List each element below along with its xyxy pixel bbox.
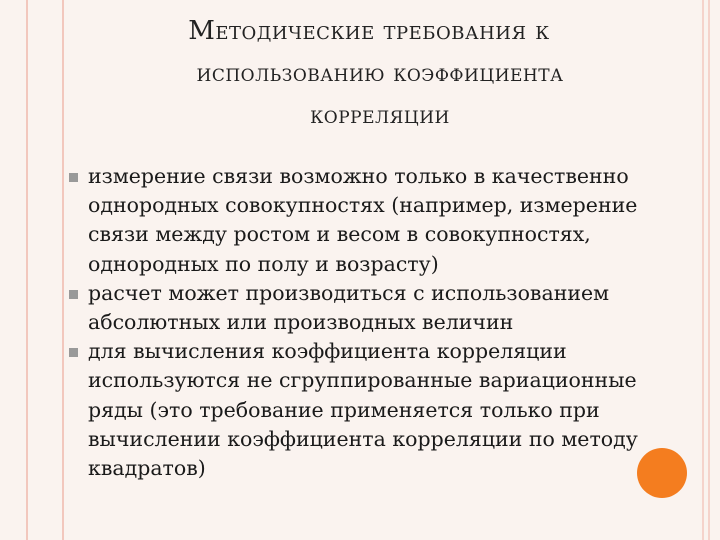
decorative-line-left	[26, 0, 28, 540]
bullet-square-icon	[69, 173, 78, 182]
slide-title	[100, 10, 660, 136]
decorative-line-right-inner	[702, 0, 704, 540]
slide-content	[76, 162, 676, 483]
bullet-text: измерение связи возможно только в качественно однородных совокупностях (например, измерение связи между ростом и весом в совокупностях, однородных по полу и возрасту)	[88, 164, 638, 276]
bullet-square-icon	[69, 290, 78, 299]
title-line-3: корреляции	[310, 101, 450, 129]
bullet-square-icon	[69, 348, 78, 357]
bullet-item	[76, 279, 676, 337]
decorative-line-left-inner	[62, 0, 64, 540]
orange-circle-decoration	[637, 448, 687, 498]
bullet-text: расчет может производиться с использованием абсолютных или производных величин	[88, 280, 610, 335]
bullet-list	[76, 162, 676, 483]
title-line-2: использованию коэффициента	[196, 59, 564, 87]
bullet-text: для вычисления коэффициента корреляции используются не сгруппированные вариационные ряды (это требование применяется только при вычислении коэффициента корреляции по методу квадратов)	[88, 339, 638, 481]
bullet-item	[76, 162, 676, 279]
decorative-line-right	[708, 0, 710, 540]
bullet-item	[76, 337, 676, 483]
title-line-1: Методические требования к	[188, 16, 550, 46]
